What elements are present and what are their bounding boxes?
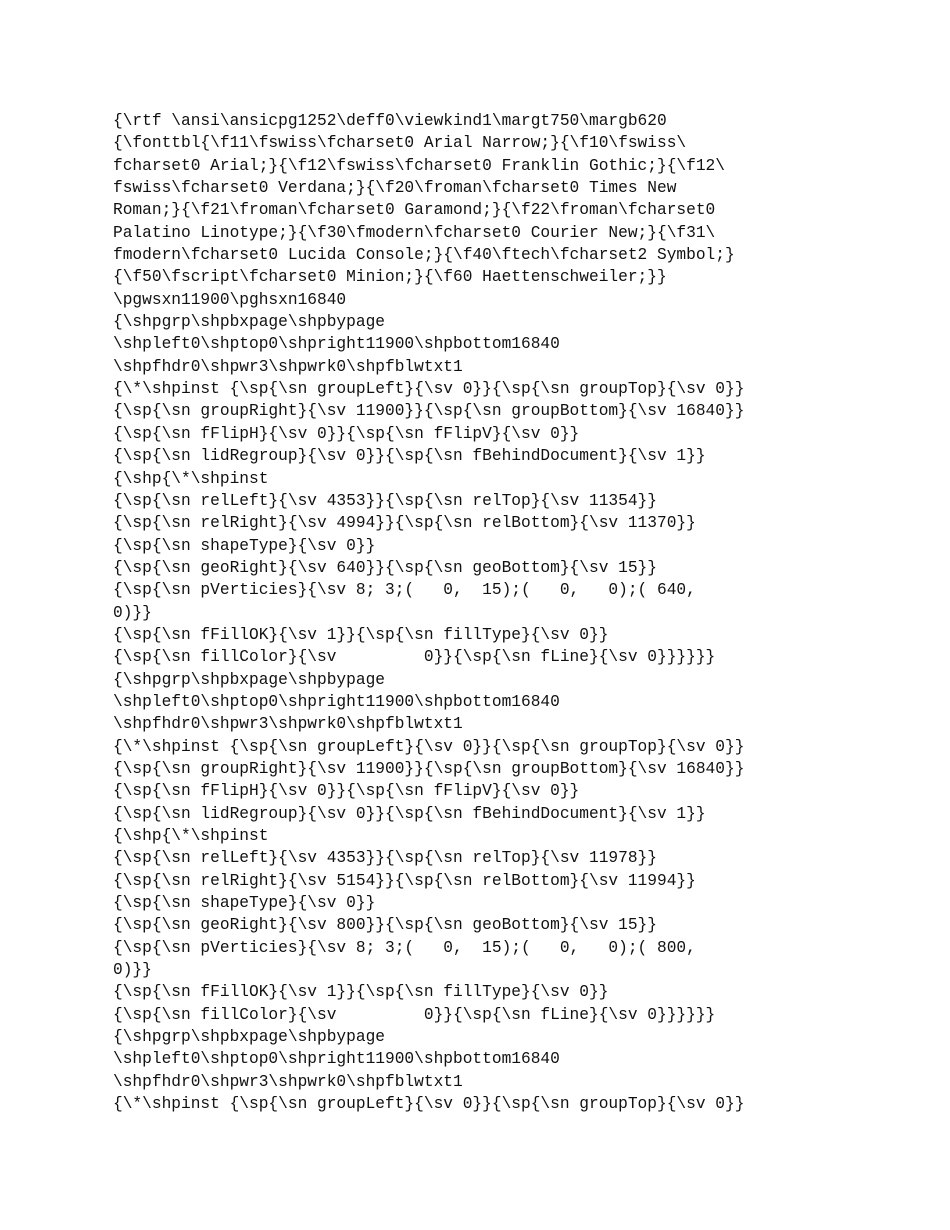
text-line: {\sp{\sn groupRight}{\sv 11900}}{\sp{\sn groupBottom}{\sv 16840}} <box>113 402 745 421</box>
text-line: Palatino Linotype;}{\f30\fmodern\fcharset0 Courier New;}{\f31\ <box>113 223 716 242</box>
text-line: \shpleft0\shptop0\shpright11900\shpbottom16840 <box>113 335 560 354</box>
text-line: {\fonttbl{\f11\fswiss\fcharset0 Arial Narrow;}{\f10\fswiss\ <box>113 134 687 153</box>
rtf-source-text <box>113 110 873 1115</box>
text-line: \shpfhdr0\shpwr3\shpwrk0\shpfblwtxt1 <box>113 715 463 734</box>
text-line: {\shpgrp\shpbxpage\shpbypage <box>113 670 385 689</box>
text-line: {\sp{\sn geoRight}{\sv 800}}{\sp{\sn geoBottom}{\sv 15}} <box>113 916 657 935</box>
text-line: {\sp{\sn pVerticies}{\sv 8; 3;( 0, 15);( 0, 0);( 640, <box>113 581 696 600</box>
text-line: {\sp{\sn relLeft}{\sv 4353}}{\sp{\sn relTop}{\sv 11978}} <box>113 849 657 868</box>
text-line: 0)}} <box>113 603 152 622</box>
text-line: {\sp{\sn relLeft}{\sv 4353}}{\sp{\sn relTop}{\sv 11354}} <box>113 491 657 510</box>
text-line: fswiss\fcharset0 Verdana;}{\f20\froman\fcharset0 Times New <box>113 179 677 198</box>
text-line: {\sp{\sn fillColor}{\sv 0}}{\sp{\sn fLine}{\sv 0}}}}}} <box>113 648 716 667</box>
text-line: {\rtf \ansi\ansicpg1252\deff0\viewkind1\margt750\margb620 <box>113 112 667 130</box>
text-line: {\sp{\sn fFlipH}{\sv 0}}{\sp{\sn fFlipV}{\sv 0}} <box>113 424 580 443</box>
text-line: {\sp{\sn lidRegroup}{\sv 0}}{\sp{\sn fBehindDocument}{\sv 1}} <box>113 804 706 823</box>
text-line: Roman;}{\f21\froman\fcharset0 Garamond;}{\f22\froman\fcharset0 <box>113 201 716 220</box>
text-line: {\sp{\sn geoRight}{\sv 640}}{\sp{\sn geoBottom}{\sv 15}} <box>113 558 657 577</box>
text-line: {\sp{\sn fFlipH}{\sv 0}}{\sp{\sn fFlipV}{\sv 0}} <box>113 782 580 801</box>
text-line: {\*\shpinst {\sp{\sn groupLeft}{\sv 0}}{\sp{\sn groupTop}{\sv 0}} <box>113 380 745 399</box>
text-line: {\shpgrp\shpbxpage\shpbypage <box>113 313 385 332</box>
text-line: {\*\shpinst {\sp{\sn groupLeft}{\sv 0}}{\sp{\sn groupTop}{\sv 0}} <box>113 737 745 756</box>
text-line: {\sp{\sn lidRegroup}{\sv 0}}{\sp{\sn fBehindDocument}{\sv 1}} <box>113 447 706 466</box>
text-line: \shpfhdr0\shpwr3\shpwrk0\shpfblwtxt1 <box>113 1072 463 1091</box>
text-line: {\shp{\*\shpinst <box>113 827 269 845</box>
text-line: {\shpgrp\shpbxpage\shpbypage <box>113 1028 385 1047</box>
text-line: {\sp{\sn fillColor}{\sv 0}}{\sp{\sn fLine}{\sv 0}}}}}} <box>113 1005 716 1024</box>
text-line: {\sp{\sn fFillOK}{\sv 1}}{\sp{\sn fillType}{\sv 0}} <box>113 625 609 644</box>
text-line: \shpleft0\shptop0\shpright11900\shpbottom16840 <box>113 692 560 711</box>
text-line: {\*\shpinst {\sp{\sn groupLeft}{\sv 0}}{\sp{\sn groupTop}{\sv 0}} <box>113 1095 745 1114</box>
text-line: {\sp{\sn pVerticies}{\sv 8; 3;( 0, 15);( 0, 0);( 800, <box>113 938 696 957</box>
text-line: 0)}} <box>113 961 152 980</box>
text-line: {\sp{\sn shapeType}{\sv 0}} <box>113 894 376 913</box>
text-line: {\sp{\sn fFillOK}{\sv 1}}{\sp{\sn fillType}{\sv 0}} <box>113 983 609 1002</box>
text-line: fcharset0 Arial;}{\f12\fswiss\fcharset0 Franklin Gothic;}{\f12\ <box>113 156 725 175</box>
text-line: {\sp{\sn relRight}{\sv 4994}}{\sp{\sn relBottom}{\sv 11370}} <box>113 514 696 533</box>
text-line: {\sp{\sn groupRight}{\sv 11900}}{\sp{\sn groupBottom}{\sv 16840}} <box>113 759 745 778</box>
text-line: \pgwsxn11900\pghsxn16840 <box>113 290 347 309</box>
text-line: {\f50\fscript\fcharset0 Minion;}{\f60 Haettenschweiler;}} <box>113 268 667 287</box>
text-line: fmodern\fcharset0 Lucida Console;}{\f40\ftech\fcharset2 Symbol;} <box>113 246 735 265</box>
text-line: \shpleft0\shptop0\shpright11900\shpbottom16840 <box>113 1050 560 1069</box>
text-line: {\sp{\sn relRight}{\sv 5154}}{\sp{\sn relBottom}{\sv 11994}} <box>113 871 696 890</box>
text-line: {\shp{\*\shpinst <box>113 469 269 488</box>
text-line: \shpfhdr0\shpwr3\shpwrk0\shpfblwtxt1 <box>113 357 463 376</box>
text-line: {\sp{\sn shapeType}{\sv 0}} <box>113 536 376 555</box>
